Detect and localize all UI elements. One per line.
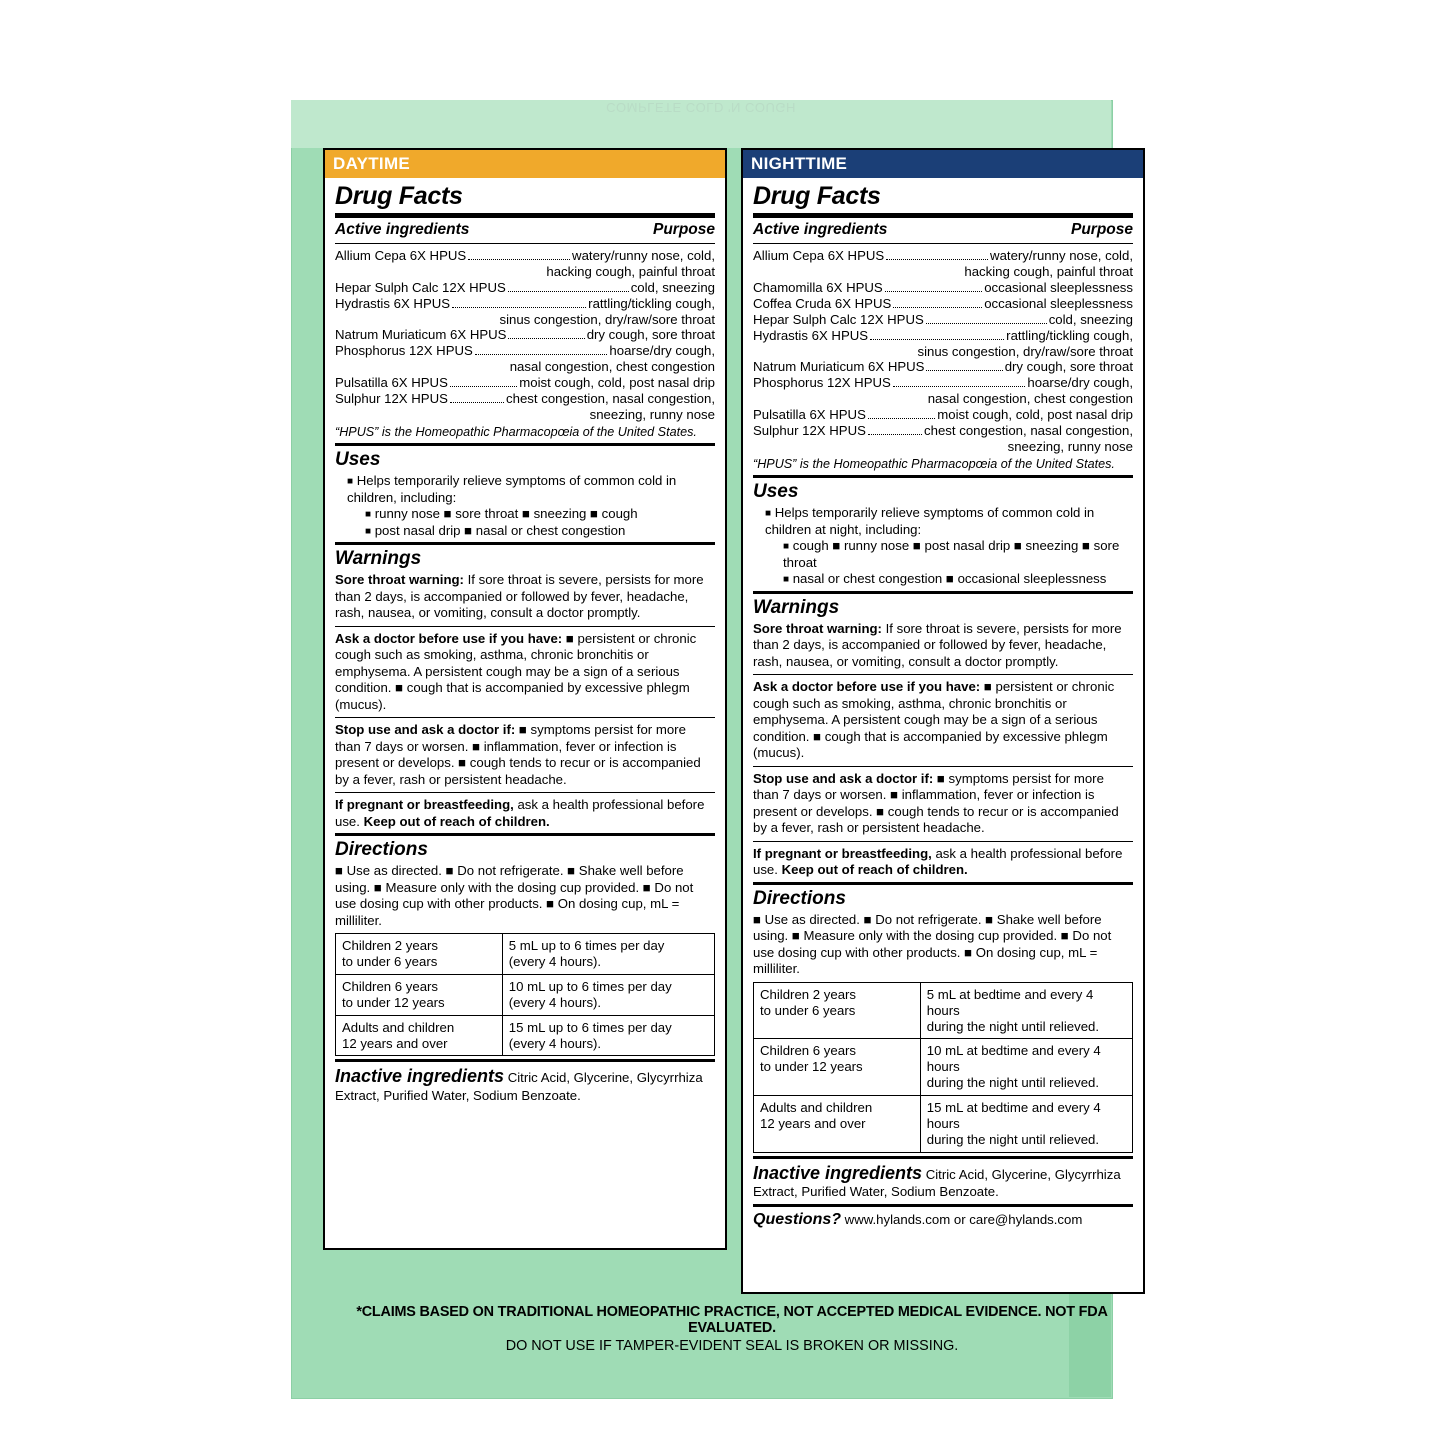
daytime-warnings-title: Warnings <box>335 548 422 570</box>
ingredient-row <box>335 343 715 359</box>
ingredient-row <box>753 359 1133 375</box>
nighttime-warning-stop-use <box>753 771 1133 837</box>
rule <box>753 243 1133 244</box>
daytime-dosage-table <box>335 933 715 1056</box>
rule <box>335 833 715 836</box>
dose-who <box>336 1015 503 1056</box>
ingredient-name: Coffea Cruda 6X HPUS <box>753 295 892 311</box>
ingredient-purpose: hoarse/dry cough, <box>609 343 715 359</box>
rule <box>335 213 715 218</box>
dose-amount-line1: 5 mL at bedtime and every 4 hours <box>926 986 1094 1018</box>
daytime-uses-line-1: ■ runny nose ■ sore throat ■ sneezing ■ cough <box>365 506 638 522</box>
dose-who-line2: to under 12 years <box>342 994 445 1010</box>
ingredient-purpose: watery/runny nose, cold, <box>572 248 715 263</box>
nighttime-uses-line-1-text: cough ■ runny nose ■ post nasal drip ■ sneezing ■ sore throat <box>783 538 1120 570</box>
ingredient-purpose: dry cough, sore throat <box>1004 359 1133 375</box>
daytime-warning-stop-use <box>335 722 715 788</box>
ingredient-purpose-cont: nasal congestion, chest congestion <box>927 391 1133 407</box>
ingredient-row <box>335 248 715 264</box>
ingredient-purpose: moist cough, cold, post nasal drip <box>937 406 1133 422</box>
dose-amount <box>502 975 714 1016</box>
ingredient-purpose-cont: sinus congestion, dry/raw/sore throat <box>917 343 1133 359</box>
daytime-inactive-ingredients <box>335 1065 715 1104</box>
daytime-inactive-title: Inactive ingredients <box>335 1066 505 1087</box>
ingredient-row <box>753 248 1133 264</box>
ingredient-purpose: moist cough, cold, post nasal drip <box>519 374 715 390</box>
dose-who-line1: Adults and children <box>342 1019 455 1035</box>
ingredient-purpose: dry cough, sore throat <box>586 327 715 343</box>
dose-amount <box>920 1095 1132 1152</box>
nighttime-active-header-right: Purpose <box>1070 221 1133 238</box>
nighttime-warning-pregnancy <box>753 846 1133 879</box>
rule <box>753 882 1133 885</box>
nighttime-directions-title: Directions <box>753 887 846 909</box>
ingredient-name: Pulsatilla 6X HPUS <box>335 374 448 390</box>
footer-claim: *CLAIMS BASED ON TRADITIONAL HOMEOPATHIC PRACTICE, NOT ACCEPTED MEDICAL EVIDENCE. NOT FDA EVALUATED. <box>356 1304 1108 1336</box>
rule <box>753 1204 1133 1207</box>
table-row <box>754 1039 1133 1096</box>
ingredient-row <box>335 296 715 312</box>
daytime-active-header-left: Active ingredients <box>335 221 470 238</box>
rule <box>335 626 715 627</box>
nighttime-uses-line-2: ■ nasal or chest congestion ■ occasional sleeplessness <box>783 571 1107 587</box>
ingredient-purpose: chest congestion, nasal congestion, <box>506 390 715 406</box>
nighttime-inactive-text: Citric Acid, Glycerine, Glycyrrhiza Extract, Purified Water, Sodium Benzoate. <box>753 1166 1121 1200</box>
dose-who <box>754 1095 921 1152</box>
daytime-active-header <box>335 221 715 239</box>
nighttime-warning-pregnancy-label: If pregnant or breastfeeding, <box>753 845 932 861</box>
daytime-warning-pregnancy-text: ask a health professional before use. <box>335 797 705 829</box>
box-top-flap-text: COMPLETE COLD 'N COUGH <box>606 100 796 115</box>
dose-amount <box>920 1039 1132 1096</box>
dose-amount-line2: (every 4 hours). <box>508 994 602 1010</box>
dose-who-line1: Children 6 years <box>760 1043 857 1059</box>
dose-who-line2: to under 6 years <box>342 954 438 970</box>
ingredient-row <box>753 296 1133 312</box>
ingredient-purpose-cont: sneezing, runny nose <box>1007 438 1133 454</box>
ingredient-name: Hepar Sulph Calc 12X HPUS <box>753 311 924 327</box>
ingredient-row <box>753 407 1133 423</box>
daytime-warning-pregnancy-label: If pregnant or breastfeeding, <box>335 797 514 813</box>
daytime-banner <box>325 150 725 178</box>
nighttime-hpus-note: “HPUS” is the Homeopathic Pharmacopœia of the United States. <box>753 457 1115 472</box>
ingredient-row <box>335 327 715 343</box>
ingredient-purpose-cont: nasal congestion, chest congestion <box>509 359 715 375</box>
daytime-warning-ask-doctor-text: ■ persistent or chronic cough such as smoking, asthma, chronic bronchitis or emphysema. A persistent cough may be a sign of a serious condition. ■ cough that is accompanied by excessive phlegm (mucus). <box>335 630 697 712</box>
dose-amount <box>920 982 1132 1039</box>
ingredient-purpose: cold, sneezing <box>1048 311 1133 327</box>
table-row <box>336 934 715 975</box>
ingredient-row <box>335 375 715 391</box>
nighttime-warning-stop-use-text: ■ symptoms persist for more than 7 days or worsen. ■ inflammation, fever or infection is present or develops. ■ cough tends to recur or is accompanied by a fever, rash or persistent headache. <box>753 770 1119 836</box>
nighttime-warning-ask-doctor-label: Ask a doctor before use if you have: <box>753 679 981 695</box>
dose-who-line1: Children 2 years <box>760 986 857 1002</box>
rule <box>335 443 715 446</box>
ingredient-purpose: rattling/tickling cough, <box>1006 327 1133 343</box>
dose-who-line1: Children 6 years <box>342 979 439 995</box>
dose-who <box>754 1039 921 1096</box>
ingredient-name: Hepar Sulph Calc 12X HPUS <box>335 279 506 295</box>
rule <box>753 591 1133 594</box>
nighttime-warning-ask-doctor <box>753 679 1133 762</box>
ingredient-name: Natrum Muriaticum 6X HPUS <box>335 327 507 343</box>
ingredient-name: Sulphur 12X HPUS <box>753 422 866 438</box>
dose-amount-line1: 15 mL up to 6 times per day <box>508 1019 672 1035</box>
nighttime-banner-label: NIGHTTIME <box>751 154 848 173</box>
ingredient-row <box>753 328 1133 344</box>
rule <box>753 674 1133 675</box>
box-top-flap <box>291 100 1111 148</box>
daytime-warning-sore-throat-text: If sore throat is severe, persists for more than 2 days, is accompanied or followed by fever, headache, rash, nausea, or vomiting, consult a doctor promptly. <box>335 572 704 621</box>
ingredient-name: Phosphorus 12X HPUS <box>335 343 473 359</box>
daytime-warning-ask-doctor <box>335 631 715 714</box>
daytime-warning-sore-throat-label: Sore throat warning: <box>335 572 464 588</box>
dose-who-line2: to under 12 years <box>760 1059 863 1075</box>
table-row <box>754 1095 1133 1152</box>
ingredient-row <box>753 280 1133 296</box>
ingredient-purpose: watery/runny nose, cold, <box>990 248 1133 263</box>
table-row <box>754 982 1133 1039</box>
ingredient-purpose: rattling/tickling cough, <box>588 295 715 311</box>
nighttime-warning-stop-use-label: Stop use and ask a doctor if: <box>753 770 934 786</box>
dose-who-line2: to under 6 years <box>760 1002 856 1018</box>
daytime-uses-title: Uses <box>335 449 381 471</box>
ingredient-purpose-cont: hacking cough, painful throat <box>546 264 715 279</box>
daytime-drug-facts-title: Drug Facts <box>335 182 463 210</box>
nighttime-questions-contact[interactable]: www.hylands.com or care@hylands.com <box>841 1211 1083 1227</box>
daytime-active-ingredients <box>335 248 715 422</box>
ingredient-name: Sulphur 12X HPUS <box>335 390 448 406</box>
nighttime-active-ingredients <box>753 248 1133 454</box>
ingredient-name: Allium Cepa 6X HPUS <box>753 248 885 263</box>
table-row <box>336 975 715 1016</box>
daytime-inactive-text: Citric Acid, Glycerine, Glycyrrhiza Extract, Purified Water, Sodium Benzoate. <box>335 1070 703 1103</box>
dose-who-line1: Adults and children <box>760 1099 873 1115</box>
nighttime-warning-ask-doctor-text: ■ persistent or chronic cough such as smoking, asthma, chronic bronchitis or emphysema. A persistent cough may be a sign of a serious condition. ■ cough that is accompanied by excessive phlegm (mucus). <box>753 679 1115 761</box>
nighttime-dosage-table <box>753 982 1133 1153</box>
dose-amount <box>502 934 714 975</box>
daytime-banner-label: DAYTIME <box>333 154 411 173</box>
dose-amount-line2: (every 4 hours). <box>508 954 602 970</box>
nighttime-drug-facts-title: Drug Facts <box>753 182 881 210</box>
daytime-uses-line-2-text: post nasal drip ■ nasal or chest congestion <box>374 522 626 538</box>
nighttime-active-header-left: Active ingredients <box>753 221 888 238</box>
nighttime-active-header <box>753 221 1133 239</box>
dose-who-line2: 12 years and over <box>342 1035 448 1051</box>
daytime-warning-stop-use-label: Stop use and ask a doctor if: <box>335 722 516 738</box>
nighttime-directions-text: ■ Use as directed. ■ Do not refrigerate. ■ Shake well before using. ■ Measure only with the dosing cup provided. ■ Do not use dosing cup with other products. ■ On dosing cup, mL = milliliter. <box>753 911 1112 977</box>
rule <box>753 766 1133 767</box>
nighttime-questions <box>753 1210 1133 1230</box>
nighttime-warning-sore-throat-label: Sore throat warning: <box>753 620 882 636</box>
rule <box>753 213 1133 218</box>
rule <box>335 792 715 793</box>
ingredient-name: Allium Cepa 6X HPUS <box>335 248 467 263</box>
dose-amount-line1: 5 mL up to 6 times per day <box>508 938 665 954</box>
ingredient-row <box>335 391 715 407</box>
daytime-directions-text: ■ Use as directed. ■ Do not refrigerate. ■ Shake well before using. ■ Measure only with the dosing cup provided. ■ Do not use dosing cup with other products. ■ On dosing cup, mL = milliliter. <box>335 863 694 928</box>
daytime-warning-keep-out-of-reach: Keep out of reach of children. <box>363 813 550 829</box>
nighttime-banner <box>743 150 1143 178</box>
nighttime-panel <box>741 148 1145 1294</box>
dose-amount-line1: 15 mL at bedtime and every 4 hours <box>926 1099 1101 1131</box>
ingredient-purpose-cont: sneezing, runny nose <box>589 406 715 422</box>
ingredient-name: Hydrastis 6X HPUS <box>335 295 451 311</box>
ingredient-row <box>753 423 1133 439</box>
ingredient-purpose: occasional sleeplessness <box>984 279 1133 295</box>
daytime-uses-lead-text: Helps temporarily relieve symptoms of common cold in children, including: <box>347 473 677 505</box>
daytime-uses-lead: ■ Helps temporarily relieve symptoms of common cold in children, including: <box>347 473 677 505</box>
dose-amount <box>502 1015 714 1056</box>
daytime-uses-line-2: ■ post nasal drip ■ nasal or chest congestion <box>365 522 626 538</box>
nighttime-warning-keep-out-of-reach: Keep out of reach of children. <box>781 862 968 878</box>
daytime-hpus-note: “HPUS” is the Homeopathic Pharmacopœia of the United States. <box>335 425 697 440</box>
ingredient-name: Phosphorus 12X HPUS <box>753 375 891 391</box>
rule <box>335 542 715 545</box>
daytime-panel <box>323 148 727 1250</box>
ingredient-row <box>335 280 715 296</box>
daytime-warning-sore-throat <box>335 572 715 622</box>
rule <box>335 1059 715 1062</box>
dose-amount-line1: 10 mL at bedtime and every 4 hours <box>926 1043 1101 1075</box>
ingredient-purpose-cont: sinus congestion, dry/raw/sore throat <box>499 311 715 327</box>
ingredient-name: Natrum Muriaticum 6X HPUS <box>753 359 925 375</box>
dose-who <box>336 934 503 975</box>
nighttime-questions-title: Questions? <box>753 1210 842 1228</box>
dose-amount-line2: during the night until relieved. <box>926 1131 1100 1147</box>
ingredient-row <box>753 312 1133 328</box>
ingredient-name: Hydrastis 6X HPUS <box>753 327 869 343</box>
ingredient-purpose: chest congestion, nasal congestion, <box>924 422 1133 438</box>
daytime-active-header-right: Purpose <box>652 221 715 238</box>
nighttime-inactive-ingredients <box>753 1162 1133 1201</box>
daytime-directions-title: Directions <box>335 839 428 861</box>
ingredient-name: Chamomilla 6X HPUS <box>753 279 883 295</box>
nighttime-uses-lead-text: Helps temporarily relieve symptoms of common cold in children at night, including: <box>765 505 1095 537</box>
nighttime-uses-title: Uses <box>753 481 799 503</box>
nighttime-uses-lead: ■ Helps temporarily relieve symptoms of common cold in children at night, including: <box>765 505 1095 537</box>
nighttime-warnings-title: Warnings <box>753 596 840 618</box>
dose-amount-line2: during the night until relieved. <box>926 1018 1100 1034</box>
dose-amount-line2: during the night until relieved. <box>926 1075 1100 1091</box>
nighttime-warning-pregnancy-text: ask a health professional before use. <box>753 845 1123 878</box>
nighttime-uses-line-1: ■ cough ■ runny nose ■ post nasal drip ■ sneezing ■ sore throat <box>783 538 1120 570</box>
table-row <box>336 1015 715 1056</box>
ingredient-purpose: cold, sneezing <box>630 279 715 295</box>
nighttime-warning-sore-throat <box>753 621 1133 671</box>
daytime-warning-pregnancy <box>335 797 715 830</box>
dose-who <box>336 975 503 1016</box>
dose-who-line1: Children 2 years <box>342 938 439 954</box>
daytime-uses-line-1-text: runny nose ■ sore throat ■ sneezing ■ cough <box>374 506 638 522</box>
dose-amount-line1: 10 mL up to 6 times per day <box>508 979 672 995</box>
ingredient-row <box>753 375 1133 391</box>
footer-seal-warning: DO NOT USE IF TAMPER-EVIDENT SEAL IS BROKEN OR MISSING. <box>505 1338 959 1354</box>
rule <box>335 717 715 718</box>
rule <box>335 243 715 244</box>
nighttime-warning-sore-throat-text: If sore throat is severe, persists for more than 2 days, is accompanied or followed by fever, headache, rash, nausea, or vomiting, consult a doctor promptly. <box>753 620 1122 669</box>
daytime-warning-stop-use-text: ■ symptoms persist for more than 7 days or worsen. ■ inflammation, fever or infection is present or develops. ■ cough tends to recur or is accompanied by a fever, rash or persistent headache. <box>335 722 701 787</box>
ingredient-purpose: hoarse/dry cough, <box>1027 375 1133 391</box>
rule <box>753 841 1133 842</box>
ingredient-purpose: occasional sleeplessness <box>984 295 1133 311</box>
daytime-warning-ask-doctor-label: Ask a doctor before use if you have: <box>335 630 563 646</box>
rule <box>753 475 1133 478</box>
dose-amount-line2: (every 4 hours). <box>508 1035 602 1051</box>
ingredient-purpose-cont: hacking cough, painful throat <box>964 264 1133 279</box>
dose-who-line2: 12 years and over <box>760 1115 866 1131</box>
nighttime-uses-line-2-text: nasal or chest congestion ■ occasional sleeplessness <box>792 571 1107 587</box>
ingredient-name: Pulsatilla 6X HPUS <box>753 406 866 422</box>
rule <box>753 1156 1133 1159</box>
nighttime-inactive-title: Inactive ingredients <box>753 1162 923 1183</box>
dose-who <box>754 982 921 1039</box>
